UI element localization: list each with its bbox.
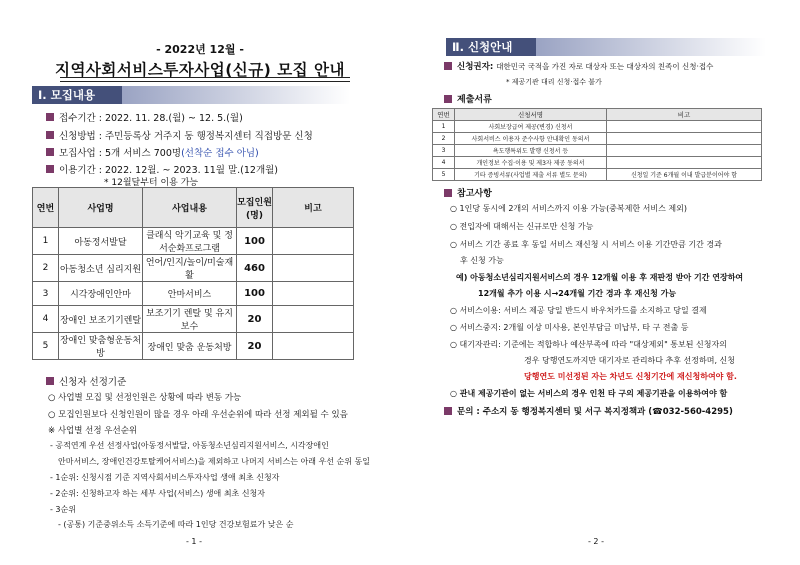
table-row: 1 사회보장급여 제공(변경) 신청서	[433, 121, 762, 133]
reference-header: 참고사항	[444, 186, 492, 199]
square-bullet-icon	[46, 165, 54, 173]
square-bullet-icon	[46, 113, 54, 121]
section-2-title: Ⅱ. 신청안내	[446, 38, 536, 56]
ref-example-b: 12개월 추가 이용 시→24개월 기간 경과 후 재신청 가능	[478, 289, 677, 298]
table-header-row: 연번 신청서명 비고	[433, 109, 762, 121]
priority-1b: 안마서비스, 장애인건강토탈케어서비스)을 제외하고 나머지 서비스는 아래 우선 순위 동일	[58, 457, 370, 466]
section-1-header	[32, 86, 350, 104]
header-name: 사업명	[59, 188, 143, 228]
table-row: 3 시각장애인안마 안마서비스 100	[33, 282, 354, 306]
table-header-row	[33, 188, 354, 228]
first-come-note: (선착순 접수 아님)	[181, 148, 259, 159]
criteria-1: ○ 사업별 모집 및 선정인원은 상황에 따라 변동 가능	[48, 393, 242, 403]
inquiry-item: 문의 : 주소지 동 행정복지센터 및 서구 복지정책과 (☎032-560-4295)	[444, 405, 733, 417]
ref-6a: ○ 대기자관리: 기준에는 적합하나 예산부족에 따라 "대상제외" 통보된 신청자의	[450, 340, 727, 349]
square-bullet-icon	[46, 148, 54, 156]
ref-6c-warning: 당행연도 미선정된 자는 차년도 신청기간에 재신청하여야 함.	[524, 372, 737, 381]
page-number: - 2 -	[588, 537, 604, 546]
ref-4: ○ 서비스이용: 서비스 제공 당일 반드시 바우처카드를 소지하고 당일 결제	[450, 306, 707, 315]
table-row: 3 욕도행특위도 발행 신청서 등	[433, 145, 762, 157]
section-1-title: Ⅰ. 모집내용	[32, 86, 122, 104]
use-note: * 12월달부터 이용 가능	[104, 178, 199, 188]
square-bullet-icon	[444, 62, 452, 70]
header-count: 모집인원(명)	[237, 188, 273, 228]
applicant-note: * 제공기관 대리 신청·접수 불가	[506, 78, 602, 86]
square-bullet-icon	[444, 95, 452, 103]
square-bullet-icon	[46, 131, 54, 139]
page-title: 지역사회서비스투자사업(신규) 모집 안내	[54, 61, 345, 79]
table-row: 2 사회서비스 이용자 준수사항 안내확인 동의서	[433, 133, 762, 145]
header-content: 사업내용	[143, 188, 237, 228]
ref-3b: 후 신청 가능	[460, 256, 504, 265]
priority-2: - 1순위: 신청시점 기준 지역사회서비스투자사업 생애 최초 신청자	[50, 473, 280, 482]
ref-7: ○ 관내 제공기관이 없는 서비스의 경우 인천 타 구의 제공기관을 이용하여야 함	[450, 389, 728, 398]
ref-2: ○ 전입자에 대해서는 신규로만 신청 가능	[450, 222, 594, 231]
applicant-item: 신청권자: 대한민국 국적을 가진 자로 대상자 또는 대상자의 친족이 신청·접수	[444, 60, 713, 72]
square-bullet-icon	[444, 407, 452, 415]
header-no: 연번	[33, 188, 59, 228]
use-period-item: 이용기간 : 2022. 12월. ~ 2023. 11월 말.(12개월)	[46, 162, 278, 176]
ref-6b: 경우 당행연도까지만 대기자로 관리하다 추후 선정하며, 신청	[524, 356, 735, 365]
ref-5: ○ 서비스중지: 2개월 이상 미사용, 본인부담금 미납부, 타 구 전출 등	[450, 323, 689, 332]
services-item: 모집사업 : 5개 서비스 700명 (선착순 접수 아님)	[46, 145, 259, 159]
table-row: 4 장애인 보조기기렌탈 보조기기 렌탈 및 유지보수 20	[33, 306, 354, 333]
table-row: 5 기타 증빙서류(사업별 제출 서류 별도 문의) 신청일 기준 6개월 이내 발급분이어야 함	[433, 169, 762, 181]
square-bullet-icon	[444, 189, 452, 197]
ref-example-a: 예) 아동청소년심리지원서비스의 경우 12개월 이용 후 재판정 받아 기간 연장하여	[456, 273, 744, 282]
square-bullet-icon	[46, 377, 54, 385]
section-2-header	[446, 38, 766, 56]
period-item: 접수기간 : 2022. 11. 28.(월) ~ 12. 5.(월)	[46, 110, 243, 124]
table-row: 1 아동정서발달 클래식 악기교육 및 정서순화프로그램 100	[33, 228, 354, 255]
priority-5: - (공통) 기준중위소득 소득기준에 따라 1인당 건강보험료가 낮은 순	[58, 520, 294, 529]
date-line: - 2022년 12월 -	[156, 43, 244, 56]
priority-3: - 2순위: 신청하고자 하는 세부 사업(서비스) 생애 최초 신청자	[50, 489, 265, 498]
table-row: 5 장애인 맞춤형운동처방 장애인 맞춤 운동처방 20	[33, 333, 354, 360]
priority-1a: - 공적연계 우선 선정사업(아동정서발달, 아동청소년심리지원서비스, 시각장애인	[50, 441, 329, 450]
ref-1: ○ 1인당 동시에 2개의 서비스까지 이용 가능(중복제한 서비스 제외)	[450, 204, 687, 213]
priority-head: ※ 사업별 선정 우선순위	[48, 426, 138, 436]
table-row: 4 개인정보 수집·이용 및 제3자 제공 동의서	[433, 157, 762, 169]
docs-header: 제출서류	[444, 92, 492, 105]
business-table	[32, 187, 354, 360]
criteria-2: ○ 모집인원보다 신청인원이 많을 경우 아래 우선순위에 따라 선정 제외될 수 있음	[48, 410, 348, 420]
priority-4: - 3순위	[50, 505, 76, 514]
table-row: 2 아동청소년 심리지원 언어/인지/놀이/미술재활 460	[33, 255, 354, 282]
ref-3a: ○ 서비스 기간 종료 후 동일 서비스 재신청 시 서비스 이용 기간만큼 기간 경과	[450, 240, 722, 249]
criteria-header: 신청자 선정기준	[46, 374, 126, 388]
header-note: 비고	[273, 188, 354, 228]
documents-table	[432, 108, 762, 181]
method-item: 신청방법 : 주민등록상 거주지 동 행정복지센터 직접방문 신청	[46, 128, 313, 142]
title-rule-bottom	[60, 81, 350, 82]
page-number: - 1 -	[186, 537, 202, 546]
